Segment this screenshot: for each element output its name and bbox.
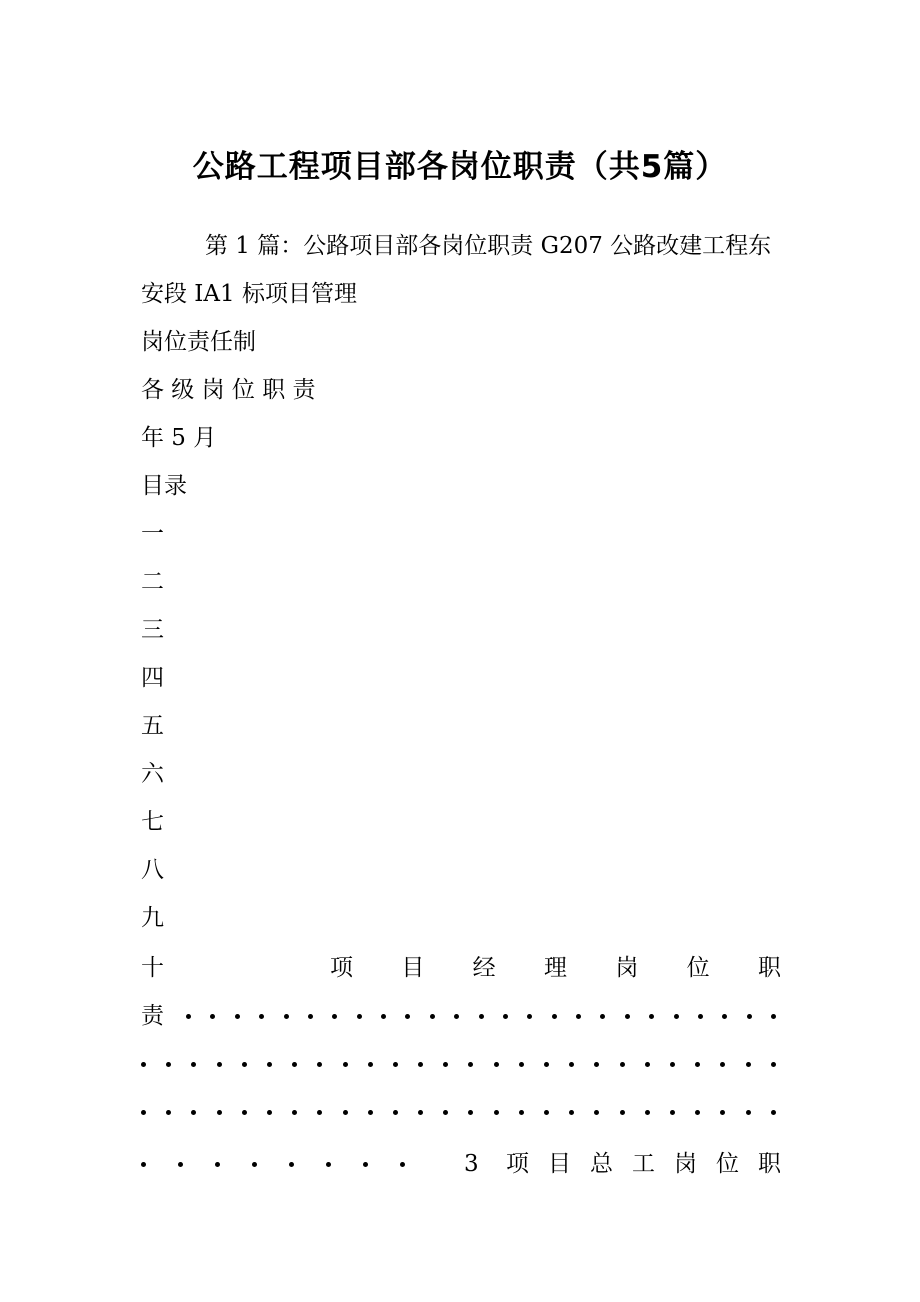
toc-entry-2-char: 项 — [506, 1151, 529, 1177]
leader-dot — [695, 1110, 700, 1115]
line-date: 年 5 月 — [141, 425, 217, 451]
toc-numeral-7: 七 — [141, 809, 164, 835]
leader-dot — [267, 1062, 272, 1067]
leader-dot — [620, 1110, 625, 1115]
leader-dot — [217, 1062, 222, 1067]
leader-dot — [242, 1062, 247, 1067]
leader-dot — [645, 1062, 650, 1067]
toc-numeral-8: 八 — [141, 857, 164, 883]
leader-dot — [284, 1014, 289, 1019]
leader-dot — [443, 1110, 448, 1115]
leader-dot — [317, 1110, 322, 1115]
leader-dot — [722, 1014, 727, 1019]
toc-entry-1-title — [330, 952, 781, 984]
leader-dot — [381, 1014, 386, 1019]
toc-numeral-3: 三 — [141, 617, 164, 643]
leader-dot — [292, 1062, 297, 1067]
toc-leader-dots-row-1 — [186, 1000, 776, 1032]
leader-dot — [569, 1110, 574, 1115]
leader-dot — [519, 1062, 524, 1067]
leader-dot — [569, 1062, 574, 1067]
leader-dot — [368, 1062, 373, 1067]
leader-dot — [645, 1110, 650, 1115]
leader-dot — [720, 1110, 725, 1115]
toc-entry-1-numeral: 十 — [141, 955, 164, 981]
leader-dot — [418, 1110, 423, 1115]
leader-dot — [405, 1014, 410, 1019]
toc-entry-2-title — [506, 1148, 781, 1180]
leader-dot — [289, 1162, 294, 1167]
leader-dot — [695, 1062, 700, 1067]
toc-entry-2-char: 工 — [632, 1151, 655, 1177]
leader-dot — [625, 1014, 630, 1019]
document-title: 公路工程项目部各岗位职责（共5篇） — [192, 149, 728, 185]
leader-dot — [674, 1014, 679, 1019]
leader-dot — [430, 1014, 435, 1019]
leader-dot — [468, 1110, 473, 1115]
leader-dot — [357, 1014, 362, 1019]
leader-dot — [343, 1110, 348, 1115]
toc-entry-1-char: 项 — [330, 955, 353, 981]
leader-dot — [494, 1062, 499, 1067]
toc-numeral-4: 四 — [141, 665, 164, 691]
paragraph-1-line-1: 第 1 篇：公路项目部各岗位职责 G207 公路改建工程东 — [205, 233, 772, 259]
leader-dot — [746, 1110, 751, 1115]
leader-dot — [771, 1062, 776, 1067]
leader-dot — [698, 1014, 703, 1019]
leader-dot — [141, 1110, 146, 1115]
leader-dot — [552, 1014, 557, 1019]
leader-dot — [649, 1014, 654, 1019]
leader-dot — [308, 1014, 313, 1019]
toc-entry-1-page-number: 3 — [464, 1151, 479, 1177]
leader-dot — [141, 1062, 146, 1067]
toc-entry-2-char: 位 — [716, 1151, 739, 1177]
leader-dot — [267, 1110, 272, 1115]
toc-entry-2-char: 总 — [590, 1151, 613, 1177]
leader-dot — [235, 1014, 240, 1019]
toc-numeral-6: 六 — [141, 761, 164, 787]
leader-dot — [594, 1110, 599, 1115]
leader-dot — [468, 1062, 473, 1067]
line-each-level-duties: 各 级 岗 位 职 责 — [141, 377, 316, 403]
leader-dot — [326, 1162, 331, 1167]
toc-entry-1-char: 职 — [757, 955, 781, 981]
leader-dot — [400, 1162, 405, 1167]
toc-entry-1-char: 理 — [543, 955, 567, 981]
leader-dot — [418, 1062, 423, 1067]
leader-dot — [747, 1014, 752, 1019]
leader-dot — [191, 1062, 196, 1067]
leader-dot — [393, 1062, 398, 1067]
toc-entry-1-tail: 责 — [141, 1003, 164, 1029]
toc-numeral-2: 二 — [141, 569, 164, 595]
toc-leader-dots-row-3 — [141, 1096, 776, 1128]
leader-dot — [215, 1162, 220, 1167]
toc-numeral-1: 一 — [141, 521, 164, 547]
leader-dot — [292, 1110, 297, 1115]
toc-entry-2-char: 职 — [758, 1151, 781, 1177]
leader-dot — [771, 1014, 776, 1019]
leader-dot — [771, 1110, 776, 1115]
leader-dot — [670, 1062, 675, 1067]
toc-leader-dots-row-2 — [141, 1048, 776, 1080]
leader-dot — [443, 1062, 448, 1067]
leader-dot — [519, 1110, 524, 1115]
toc-entry-1-char: 岗 — [615, 955, 639, 981]
leader-dot — [242, 1110, 247, 1115]
leader-dot — [544, 1110, 549, 1115]
leader-dot — [494, 1110, 499, 1115]
leader-dot — [259, 1014, 264, 1019]
toc-entry-1-char: 经 — [472, 955, 496, 981]
toc-entry-2-char: 目 — [548, 1151, 571, 1177]
leader-dot — [746, 1062, 751, 1067]
leader-dot — [343, 1062, 348, 1067]
leader-dot — [332, 1014, 337, 1019]
leader-dot — [544, 1062, 549, 1067]
toc-entry-2-char: 岗 — [674, 1151, 697, 1177]
leader-dot — [178, 1162, 183, 1167]
leader-dot — [454, 1014, 459, 1019]
leader-dot — [141, 1162, 146, 1167]
leader-dot — [594, 1062, 599, 1067]
leader-dot — [166, 1062, 171, 1067]
leader-dot — [368, 1110, 373, 1115]
leader-dot — [393, 1110, 398, 1115]
leader-dot — [600, 1014, 605, 1019]
toc-entry-1-char: 位 — [686, 955, 710, 981]
leader-dot — [363, 1162, 368, 1167]
leader-dot — [210, 1014, 215, 1019]
toc-entry-1-char: 目 — [401, 955, 425, 981]
leader-dot — [186, 1014, 191, 1019]
leader-dot — [479, 1014, 484, 1019]
leader-dot — [503, 1014, 508, 1019]
leader-dot — [166, 1110, 171, 1115]
leader-dot — [252, 1162, 257, 1167]
toc-numeral-5: 五 — [141, 713, 164, 739]
line-post-system: 岗位责任制 — [141, 329, 256, 355]
toc-leader-dots-row-4 — [141, 1148, 405, 1180]
leader-dot — [527, 1014, 532, 1019]
leader-dot — [217, 1110, 222, 1115]
leader-dot — [191, 1110, 196, 1115]
leader-dot — [620, 1062, 625, 1067]
line-toc-heading: 目录 — [141, 473, 187, 499]
leader-dot — [720, 1062, 725, 1067]
paragraph-1-line-2: 安段 IA1 标项目管理 — [141, 281, 357, 307]
toc-numeral-9: 九 — [141, 905, 164, 931]
leader-dot — [670, 1110, 675, 1115]
leader-dot — [576, 1014, 581, 1019]
leader-dot — [317, 1062, 322, 1067]
